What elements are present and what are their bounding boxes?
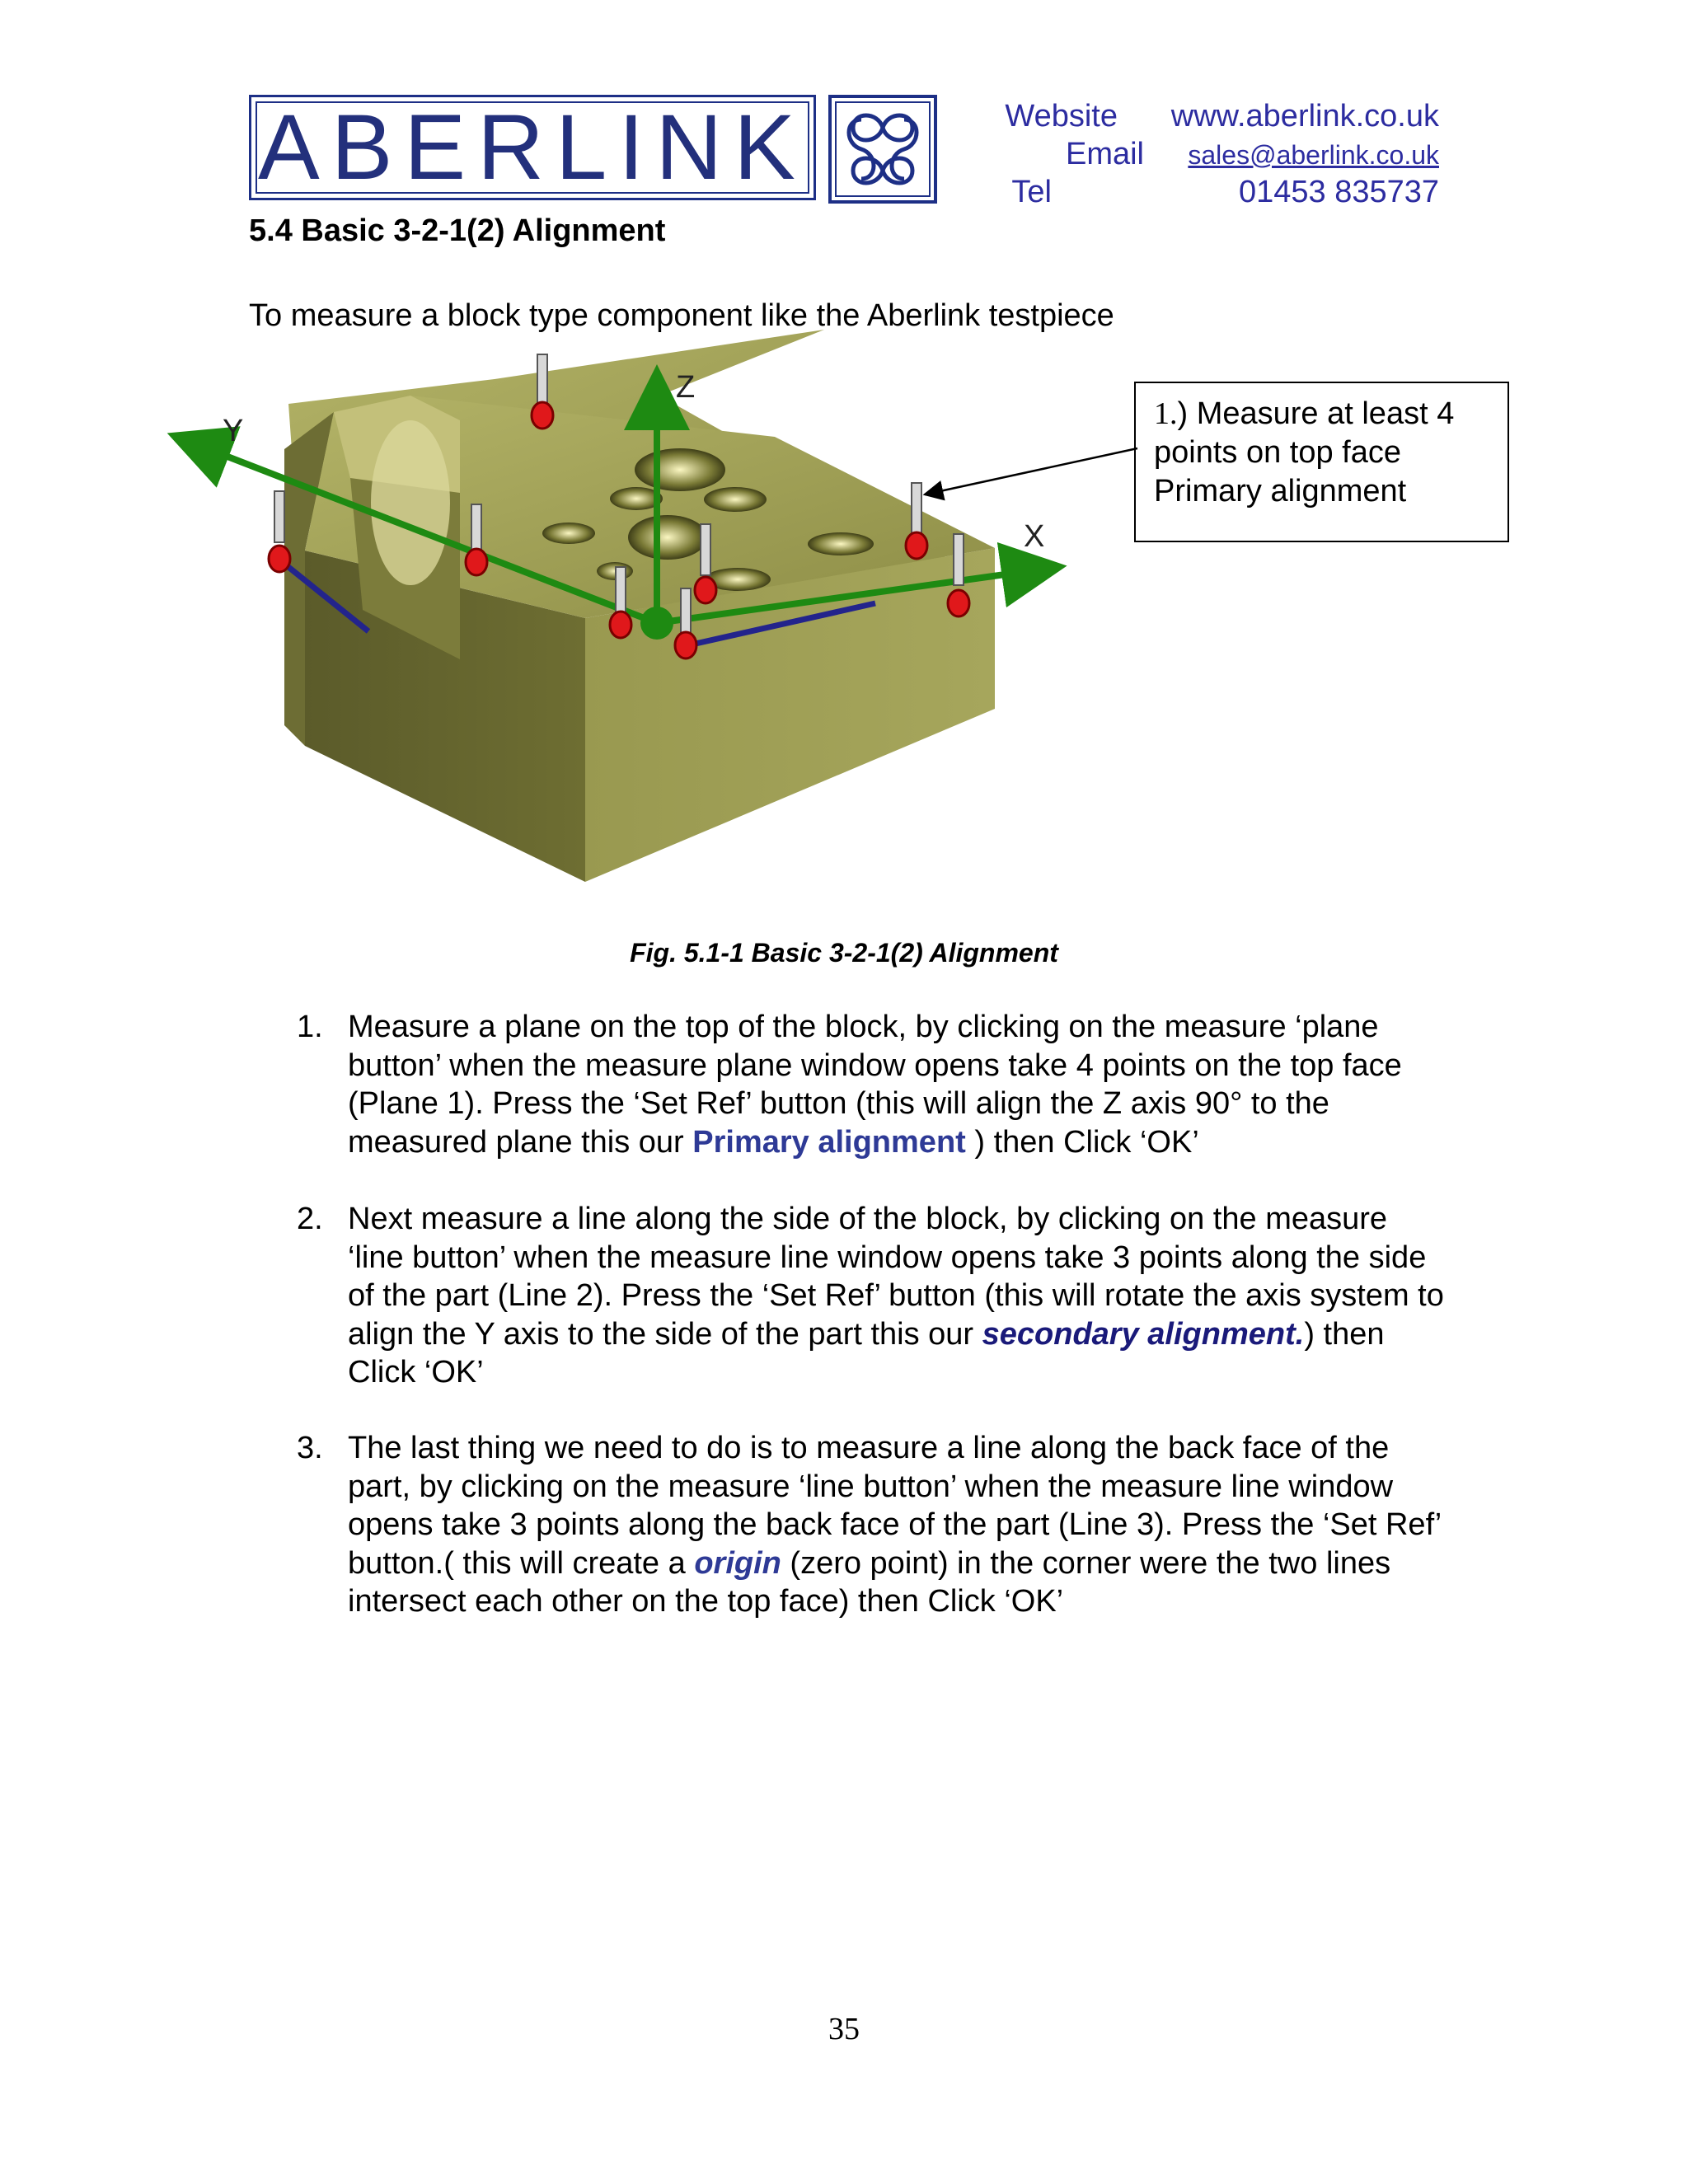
- secondary-alignment-highlight: secondary alignment.: [982, 1316, 1305, 1352]
- step-number: 2.: [297, 1202, 323, 1236]
- callout-line-2: points on top face: [1154, 435, 1401, 470]
- logo-wordmark: ABERLINK: [258, 96, 807, 199]
- alignment-figure: [223, 346, 1055, 898]
- step-number: 3.: [297, 1431, 323, 1465]
- axis-x-label: X: [1024, 519, 1045, 554]
- origin-highlight: origin: [694, 1545, 781, 1581]
- step-number: 1.: [297, 1010, 323, 1044]
- callout-number: 1.: [1154, 396, 1178, 431]
- block-step-curve: [371, 420, 450, 585]
- list-item: [297, 1008, 1451, 1161]
- section-heading: 5.4 Basic 3-2-1(2) Alignment: [249, 213, 666, 248]
- primary-alignment-highlight: Primary alignment: [692, 1124, 966, 1160]
- page-number: 35: [828, 2012, 860, 2046]
- figure-caption: Fig. 5.1-1 Basic 3-2-1(2) Alignment: [630, 938, 1058, 968]
- tel-label: Tel: [1011, 175, 1052, 209]
- website-value[interactable]: www.aberlink.co.uk: [1170, 99, 1439, 134]
- step-text: Next measure a line along the side of the block, by clicking on the measure ‘line button’ when the measure line window opens take 3 points along the side of the part (Line 2). Press the ‘Set Ref’ button (this will rotate the axis system to align the Y axis to the side of the part this our secondary alignment.) then Click ‘OK’: [348, 1202, 1444, 1390]
- email-link[interactable]: sales@aberlink.co.uk: [1188, 140, 1439, 170]
- callout-line-1: 1.) Measure at least 4: [1154, 396, 1455, 431]
- hole: [542, 523, 595, 544]
- hole: [628, 515, 707, 560]
- tel-value: 01453 835737: [1238, 175, 1439, 209]
- axis-z-label: Z: [676, 370, 696, 405]
- callout-box: [1134, 382, 1509, 542]
- callout-pointer: [925, 448, 1137, 494]
- callout-line-3: Primary alignment: [1154, 474, 1407, 509]
- origin-point: [640, 607, 673, 640]
- website-label: Website: [1005, 99, 1118, 134]
- list-item: [297, 1200, 1451, 1392]
- email-label: Email: [1065, 137, 1144, 171]
- hole: [704, 487, 767, 512]
- axis-y-label: Y: [223, 414, 244, 448]
- hole: [808, 532, 874, 555]
- step-text: The last thing we need to do is to measure a line along the back face of the part, by clicking on the measure ‘line button’ when the measure line window opens take 3 points along the back face of the part (Line 3). Press the ‘Set Ref’ button.( this will create a origin (zero point) in the corner were the two lines intersect each other on the top face) then Click ‘OK’: [348, 1431, 1441, 1619]
- intro-text: To measure a block type component like the Aberlink testpiece: [249, 298, 1114, 333]
- list-item: [297, 1429, 1451, 1621]
- hole: [635, 448, 725, 491]
- celtic-knot-logo-icon: [828, 95, 937, 204]
- step-text: Measure a plane on the top of the block, by clicking on the measure ‘plane button’ when the measure plane window opens take 4 points on the top face (Plane 1). Press the ‘Set Ref’ button (this will align the Z axis 90° to the measured plane this our Primary alignment ) then Click ‘OK’: [348, 1010, 1402, 1160]
